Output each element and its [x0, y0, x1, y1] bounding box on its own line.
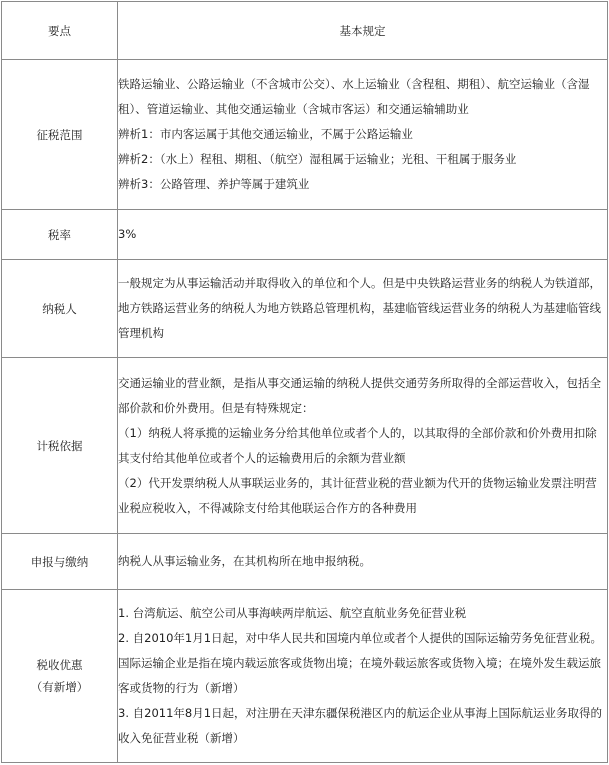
header-key-cell: 要点 [2, 2, 118, 60]
row-line: 3. 自2011年8月1日起，对注册在天津东疆保税港区内的航运企业从事海上国际航运业务取得的收入免征营业税（新增） [118, 706, 603, 745]
row-line: （1）纳税人将承揽的运输业务分给其他单位或者个人的，以其取得的全部价款和价外费用扣除其支付给其他单位或者个人的运输费用后的余额为营业额 [118, 425, 597, 465]
header-rule-cell: 基本规定 [118, 2, 608, 60]
table-header-row [2, 2, 608, 60]
row-line: 铁路运输业、公路运输业（不含城市公交）、水上运输业（含程租、期租）、航空运输业（含湿租）、管道运输业、其他交通运输业（含城市客运）和交通运输辅助业 [118, 77, 590, 116]
row-key-tax-basis [2, 358, 118, 534]
row-key-filing [2, 534, 118, 590]
table-row-scope [2, 60, 608, 210]
row-line: （2）代开发票纳税人从事联运业务的，其计征营业税的营业额为代开的货物运输业发票注明营业税应税收入，不得减除支付给其他联运合作方的各种费用 [118, 475, 597, 515]
table-row-incentives [2, 590, 608, 763]
row-value-tax-basis [118, 358, 608, 534]
row-value-incentives [118, 590, 608, 763]
row-line: 纳税人从事运输业务，在其机构所在地申报纳税。 [118, 554, 371, 568]
row-value-rate [118, 210, 608, 260]
row-key-label: 征税范围 [36, 127, 83, 142]
row-line: 3% [118, 227, 137, 241]
row-line: 辨析1：市内客运属于其他交通运输业，不属于公路运输业 [118, 127, 413, 141]
row-value-filing [118, 534, 608, 590]
row-line: 辨析3：公路管理、养护等属于建筑业 [118, 177, 310, 191]
row-key-incentives [2, 590, 118, 763]
row-key-scope [2, 60, 118, 210]
row-key-taxpayer [2, 260, 118, 358]
row-line: 交通运输业的营业额，是指从事交通运输的纳税人提供交通劳务所取得的全部运营收入，包括全部价款和价外费用。但是有特殊规定： [118, 375, 601, 415]
row-key-label: 税率 [48, 227, 71, 242]
table-row-taxpayer [2, 260, 608, 358]
row-key-label: 纳税人 [42, 301, 77, 316]
row-line: 辨析2：（水上）程租、期租、（航空）湿租属于运输业；光租、干租属于服务业 [118, 152, 517, 166]
row-line: 1. 台湾航运、航空公司从事海峡两岸航运、航空直航业务免征营业税 [118, 606, 467, 620]
row-key-label: 申报与缴纳 [30, 554, 89, 569]
row-key-sublabel: （有新增） [30, 680, 89, 694]
row-line: 一般规定为从事运输活动并取得收入的单位和个人。但是中央铁路运营业务的纳税人为铁道部，地方铁路运营业务的纳税人为地方铁路总管理机构，基建临管线运营业务的纳税人为基建临管线管理机构 [118, 276, 601, 340]
row-value-taxpayer [118, 260, 608, 358]
row-key-label: 税收优惠 [36, 658, 83, 672]
row-key-rate [2, 210, 118, 260]
row-line: 2. 自2010年1月1日起，对中华人民共和国境内单位或者个人提供的国际运输劳务免征营业税。国际运输企业是指在境内载运旅客或货物出境；在境外载运旅客或货物入境；在境外发生载运旅客或货物的行为（新增） [118, 631, 603, 695]
table-row-rate [2, 210, 608, 260]
row-value-scope [118, 60, 608, 210]
business-tax-transport-table [1, 1, 608, 763]
row-key-label: 计税依据 [36, 438, 83, 453]
table-row-filing [2, 534, 608, 590]
table-row-tax-basis [2, 358, 608, 534]
